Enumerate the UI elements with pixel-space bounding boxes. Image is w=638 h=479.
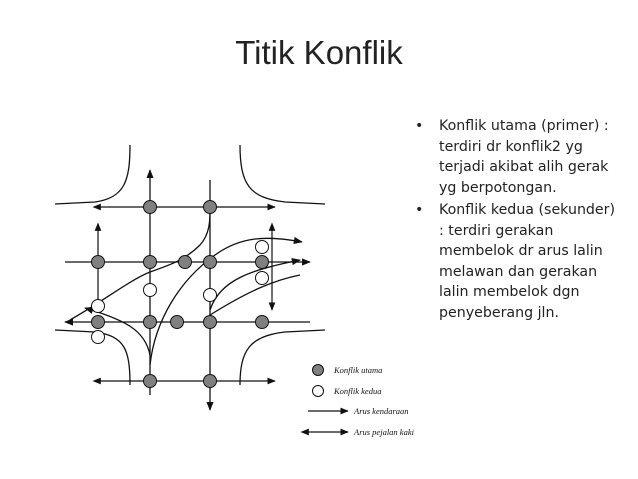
primary-conflict-point bbox=[144, 201, 157, 214]
curb-top-left bbox=[55, 145, 130, 204]
primary-conflict-point bbox=[204, 316, 217, 329]
curb-top-right bbox=[240, 145, 325, 204]
bullet-marker: • bbox=[415, 118, 424, 134]
primary-conflict-point bbox=[171, 316, 184, 329]
primary-conflict-point bbox=[256, 256, 269, 269]
primary-conflict-point bbox=[92, 316, 105, 329]
curb-bottom-right bbox=[240, 330, 325, 385]
secondary-conflict-point bbox=[256, 241, 269, 254]
secondary-conflict-point bbox=[204, 289, 217, 302]
primary-conflict-point bbox=[204, 375, 217, 388]
slide-title: Titik Konflik bbox=[235, 34, 403, 71]
primary-conflict-point bbox=[92, 256, 105, 269]
legend bbox=[308, 365, 415, 438]
legend-vehicle-label: Arus kendaraan bbox=[354, 406, 409, 416]
primary-conflict-point bbox=[179, 256, 192, 269]
pedestrian-crossings bbox=[98, 207, 275, 381]
legend-primary-label: Konflik utama bbox=[334, 365, 383, 375]
vehicle-flows bbox=[65, 170, 310, 410]
bullet-text: Konflik kedua (sekunder) : terdiri gerakan membelok dr arus lalin melawan dan gerakan lalin membelok dgn penyeberang jln. bbox=[439, 202, 616, 321]
secondary-conflict-point bbox=[256, 272, 269, 285]
bullet-text: Konflik utama (primer) : terdiri dr konflik2 yg terjadi akibat alih gerak yg berpotongan. bbox=[439, 118, 609, 196]
legend-secondary-label: Konflik kedua bbox=[334, 386, 382, 396]
legend-primary-swatch bbox=[313, 365, 324, 376]
legend-secondary-swatch bbox=[313, 386, 324, 397]
secondary-conflict-point bbox=[92, 300, 105, 313]
primary-conflict-point bbox=[204, 256, 217, 269]
bullet-marker: • bbox=[415, 202, 424, 218]
legend-pedestrian-label: Arus pejalan kaki bbox=[354, 427, 414, 437]
primary-conflict-point bbox=[256, 316, 269, 329]
primary-conflict-point bbox=[204, 201, 217, 214]
secondary-conflict-point bbox=[144, 284, 157, 297]
primary-conflict-point bbox=[144, 316, 157, 329]
primary-conflict-points bbox=[92, 201, 269, 388]
primary-conflict-point bbox=[144, 375, 157, 388]
conflict-point-diagram bbox=[50, 140, 445, 470]
primary-conflict-point bbox=[144, 256, 157, 269]
secondary-conflict-point bbox=[92, 331, 105, 344]
